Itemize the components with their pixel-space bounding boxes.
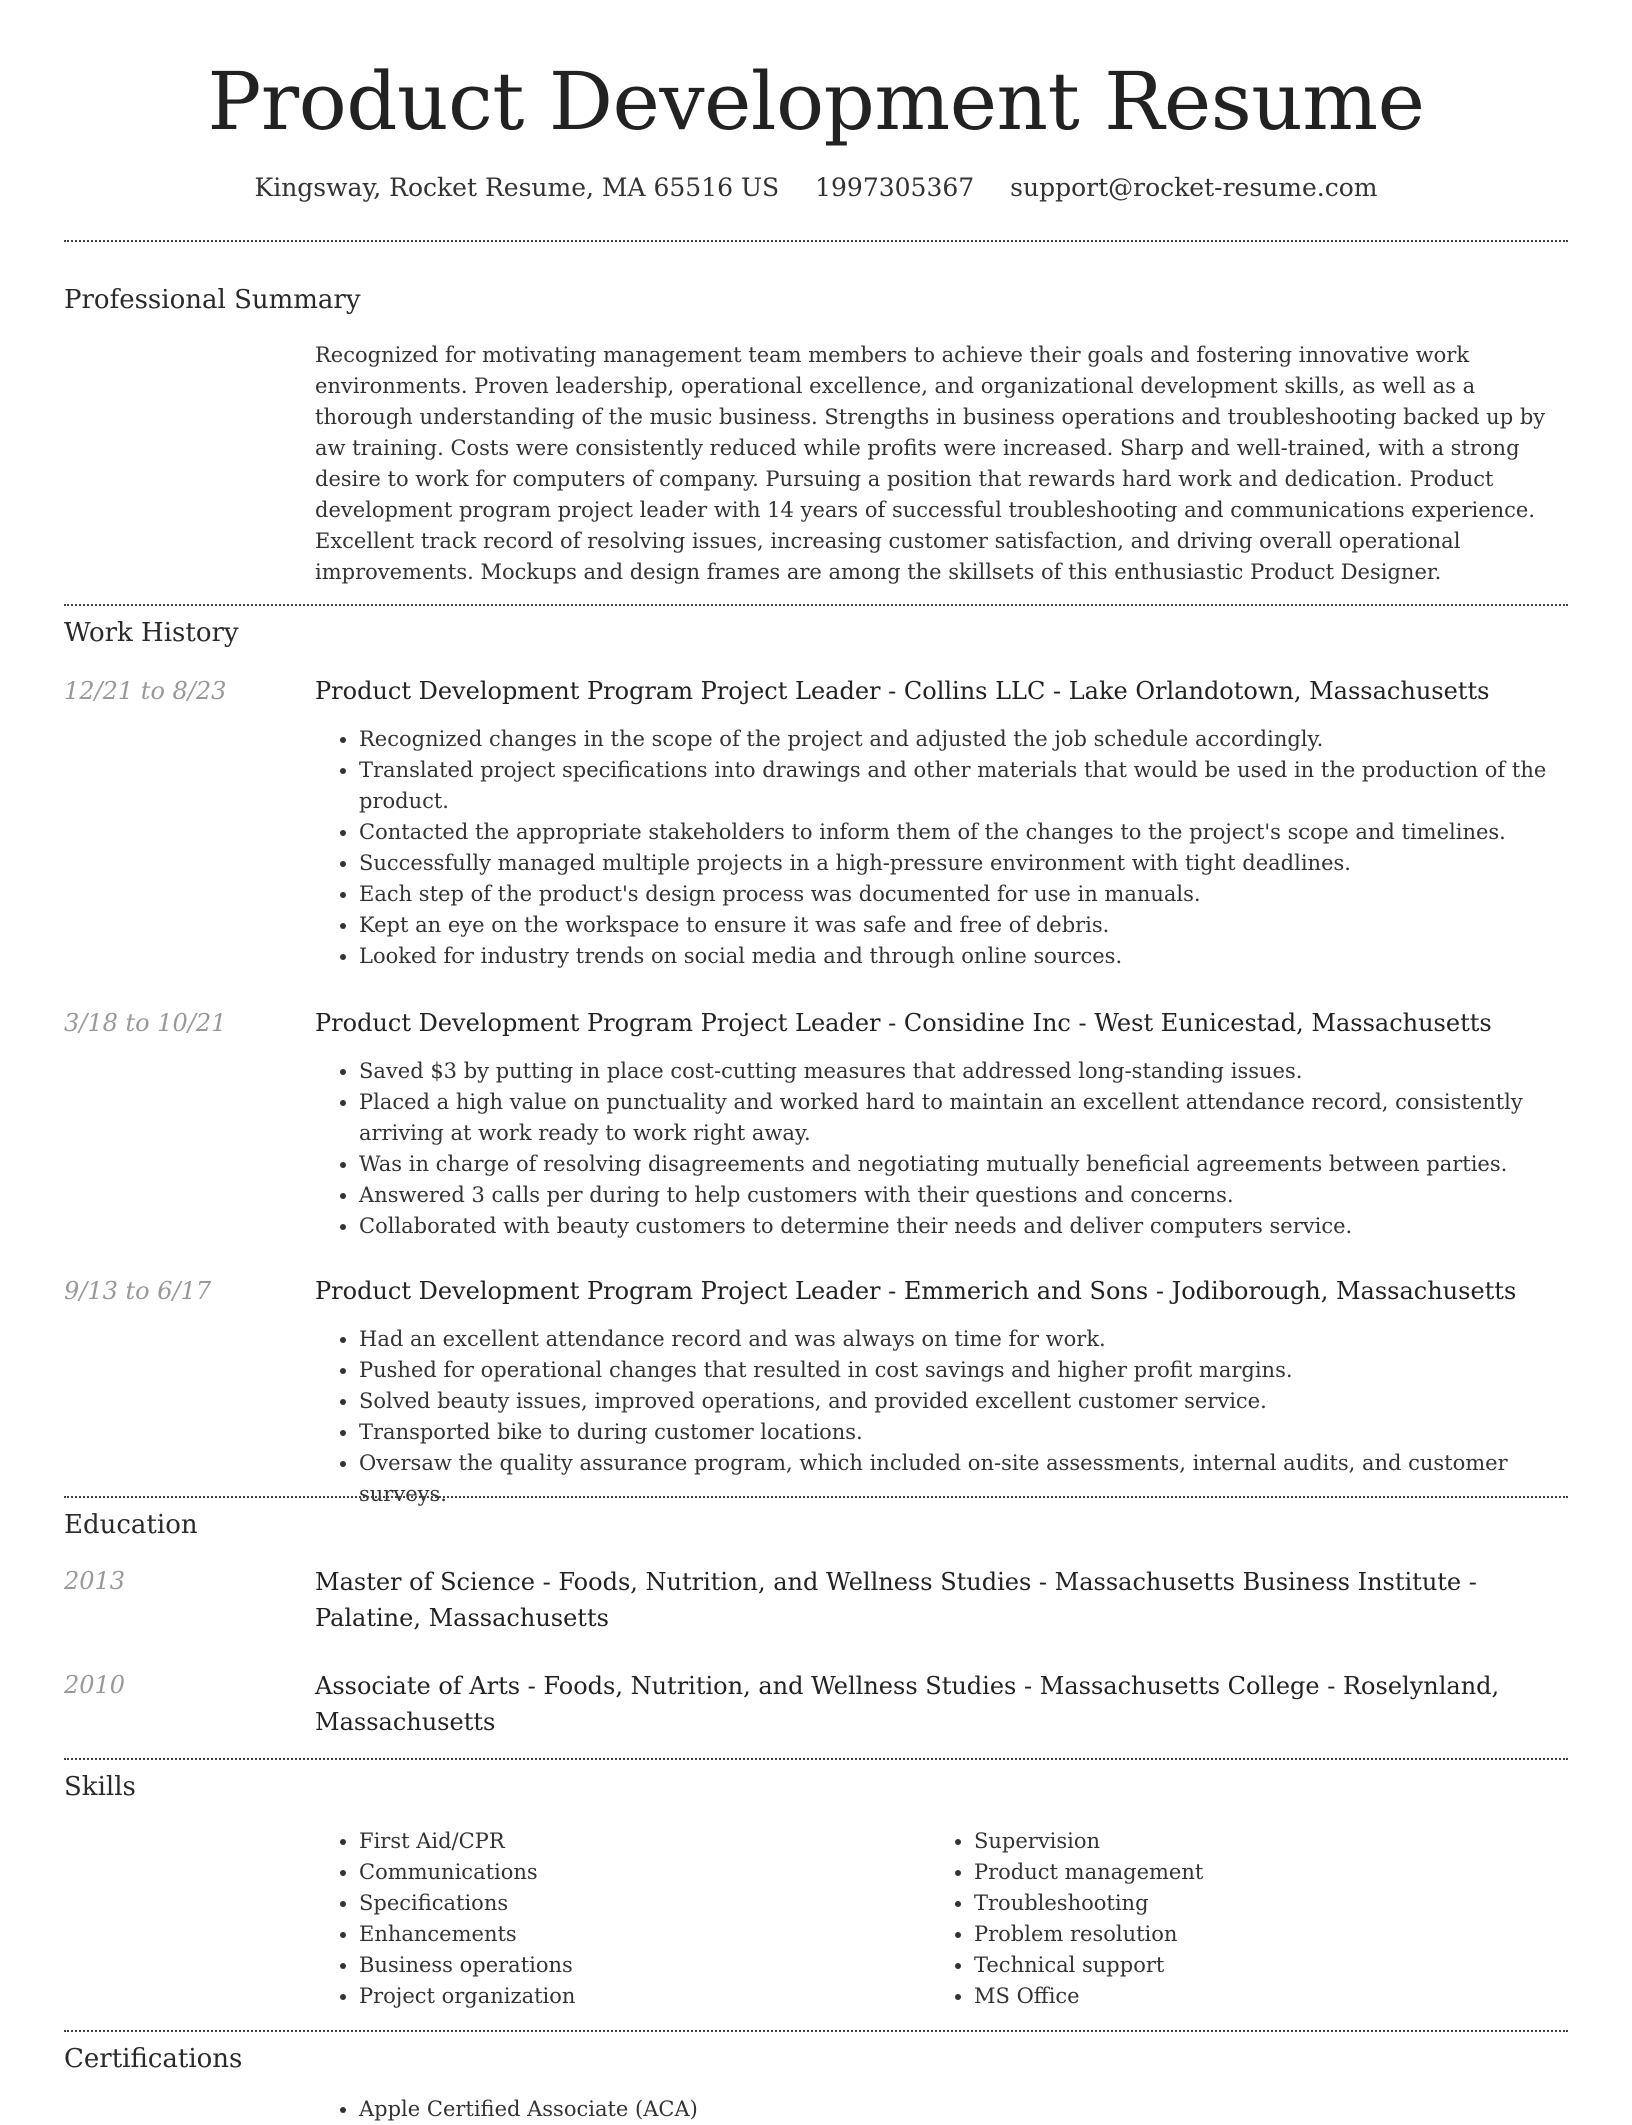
divider	[64, 240, 1568, 242]
job-dates: 9/13 to 6/17	[64, 1277, 212, 1305]
list-item: • Placed a high value on punctuality and worked hard to maintain an excellent attendance record, consistently arriving at work ready to work right away.	[359, 1087, 1568, 1149]
section-title-certifications: Certifications	[64, 2044, 243, 2074]
list-item: • Had an excellent attendance record and was always on time for work.	[359, 1324, 1568, 1355]
list-item: • Successfully managed multiple projects in a high-pressure environment with tight deadlines.	[359, 848, 1568, 879]
list-item: • Oversaw the quality assurance program, which included on-site assessments, internal audits, and customer surveys.	[359, 1448, 1568, 1510]
skill-item: • Troubleshooting	[974, 1888, 1530, 1919]
job-title: Product Development Program Project Leader - Considine Inc - West Eunicestad, Massachusetts	[315, 1009, 1492, 1037]
list-item: • Transported bike to during customer locations.	[359, 1417, 1568, 1448]
job-bullets	[315, 1324, 1568, 1510]
skills-list-right	[930, 1826, 1530, 2012]
list-item: • Pushed for operational changes that resulted in cost savings and higher profit margins.	[359, 1355, 1568, 1386]
certification-item: • Apple Certified Associate (ACA)	[359, 2094, 1568, 2125]
section-title-summary: Professional Summary	[64, 285, 361, 315]
job-bullets	[315, 724, 1568, 972]
skill-item: • Product management	[974, 1857, 1530, 1888]
list-item: • Solved beauty issues, improved operations, and provided excellent customer service.	[359, 1386, 1568, 1417]
section-title-skills: Skills	[64, 1772, 136, 1802]
list-item: • Looked for industry trends on social media and through online sources.	[359, 941, 1568, 972]
education-entry	[315, 1668, 1568, 1740]
contact-line	[0, 170, 1632, 206]
skill-item: • Business operations	[359, 1950, 915, 1981]
education-entry	[315, 1564, 1568, 1636]
job-bullets	[315, 1056, 1568, 1242]
phone: 1997305367	[815, 173, 975, 202]
list-item: • Each step of the product's design process was documented for use in manuals.	[359, 879, 1568, 910]
divider	[64, 2030, 1568, 2032]
list-item: • Was in charge of resolving disagreements and negotiating mutually beneficial agreements between parties.	[359, 1149, 1568, 1180]
skill-item: • Enhancements	[359, 1919, 915, 1950]
degree: Master of Science - Foods, Nutrition, and Wellness Studies	[315, 1568, 1032, 1596]
job-title: Product Development Program Project Leader - Collins LLC - Lake Orlandotown, Massachusetts	[315, 677, 1490, 705]
skill-item: • Technical support	[974, 1950, 1530, 1981]
skill-item: • Problem resolution	[974, 1919, 1530, 1950]
email: support@rocket-resume.com	[1010, 173, 1378, 202]
resume-title: Product Development Resume	[207, 55, 1425, 148]
list-item: • Contacted the appropriate stakeholders to inform them of the changes to the project's scope and timelines.	[359, 817, 1568, 848]
summary-text: Recognized for motivating management team members to achieve their goals and fostering innovative work environments. Proven leadership, operational excellence, and organizational development skills, as well as a thorough understanding of the music business. Strengths in business operations and troubleshooting backed up by aw training. Costs were consistently reduced while profits were increased. Sharp and well-trained, with a strong desire to work for computers of company. Pursuing a position that rewards hard work and dedication. Product development program project leader with 14 years of successful troubleshooting and communications experience. Excellent track record of resolving issues, increasing customer satisfaction, and driving overall operational improvements. Mockups and design frames are among the skillsets of this enthusiastic Product Designer.	[315, 343, 1546, 584]
divider	[64, 1496, 1568, 1498]
skill-item: • MS Office	[974, 1981, 1530, 2012]
skill-item: • Supervision	[974, 1826, 1530, 1857]
section-title-education: Education	[64, 1510, 198, 1540]
certifications-list	[315, 2094, 1568, 2125]
divider	[64, 1758, 1568, 1760]
institution: - Massachusetts Business Institute - Palatine, Massachusetts	[315, 1568, 1477, 1632]
divider	[64, 604, 1568, 606]
job-dates: 3/18 to 10/21	[64, 1009, 227, 1037]
skill-item: • Specifications	[359, 1888, 915, 1919]
list-item: • Saved $3 by putting in place cost-cutting measures that addressed long-standing issues.	[359, 1056, 1568, 1087]
education-year: 2013	[64, 1567, 126, 1595]
skill-item: • Communications	[359, 1857, 915, 1888]
list-item: • Kept an eye on the workspace to ensure it was safe and free of debris.	[359, 910, 1568, 941]
section-title-work: Work History	[64, 618, 239, 648]
skills-list-left	[315, 1826, 915, 2012]
list-item: • Answered 3 calls per during to help customers with their questions and concerns.	[359, 1180, 1568, 1211]
list-item: • Recognized changes in the scope of the project and adjusted the job schedule accordingly.	[359, 724, 1568, 755]
list-item: • Collaborated with beauty customers to determine their needs and deliver computers service.	[359, 1211, 1568, 1242]
skill-item: • First Aid/CPR	[359, 1826, 915, 1857]
education-year: 2010	[64, 1671, 126, 1699]
address: Kingsway, Rocket Resume, MA 65516 US	[254, 173, 780, 202]
job-title: Product Development Program Project Leader - Emmerich and Sons - Jodiborough, Massachusetts	[315, 1277, 1517, 1305]
skill-item: • Project organization	[359, 1981, 915, 2012]
job-dates: 12/21 to 8/23	[64, 677, 227, 705]
institution: - Massachusetts College - Roselynland, Massachusetts	[315, 1672, 1500, 1736]
list-item: • Translated project specifications into drawings and other materials that would be used in the production of the product.	[359, 755, 1568, 817]
degree: Associate of Arts - Foods, Nutrition, and Wellness Studies	[315, 1672, 1017, 1700]
